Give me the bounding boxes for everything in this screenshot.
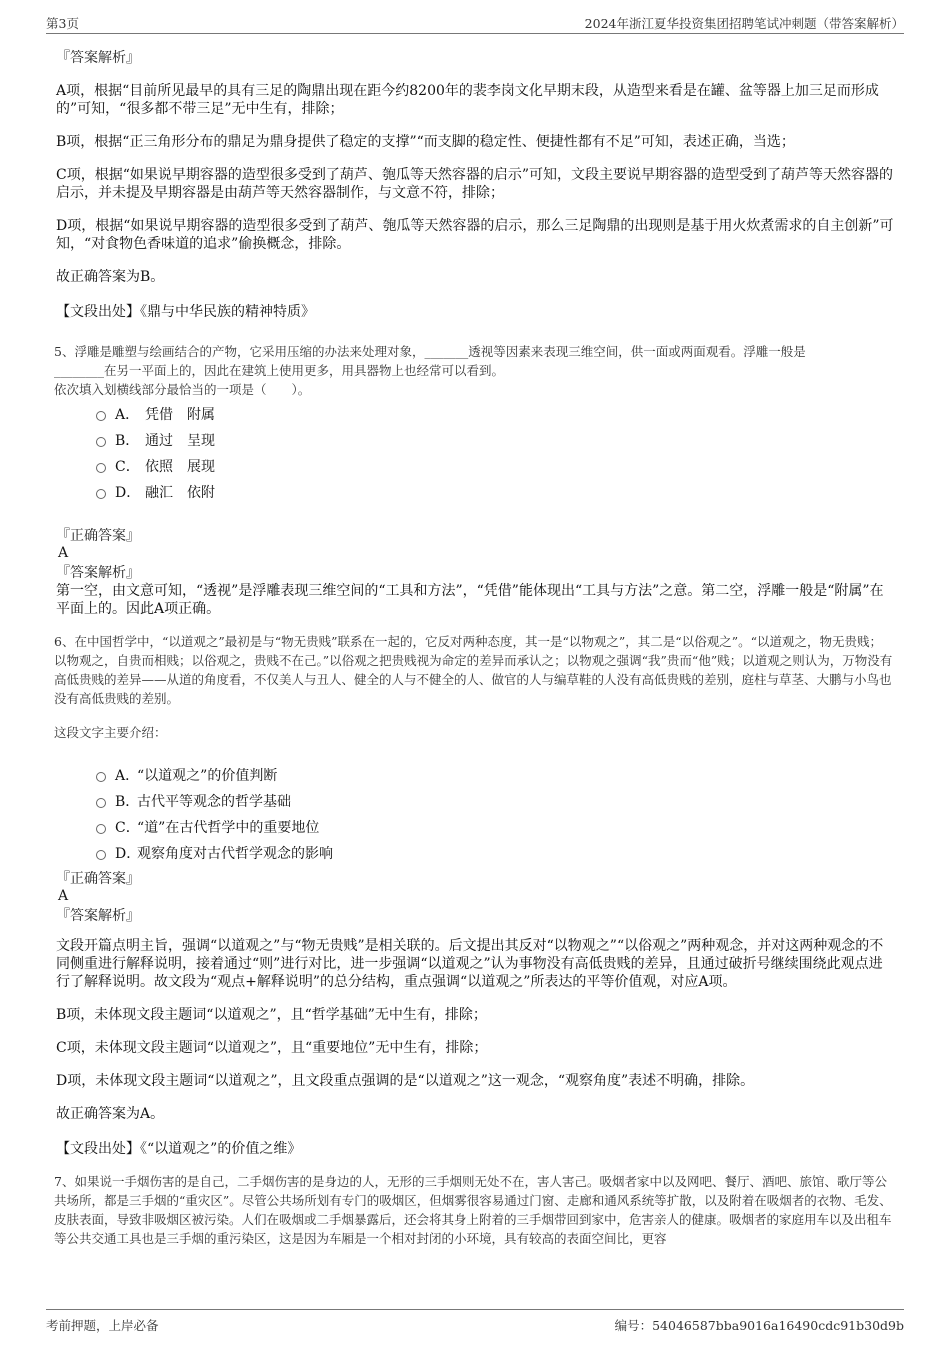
analysis-tag: 『答案解析』 xyxy=(56,565,140,581)
analysis-tag: 『答案解析』 xyxy=(56,50,140,66)
question-5-stem xyxy=(54,342,894,399)
option-text: 融汇 依附 xyxy=(145,485,215,501)
radio-icon[interactable] xyxy=(96,463,106,473)
radio-icon[interactable] xyxy=(96,437,106,447)
correct-answer-tag: 『正确答案』 xyxy=(56,528,140,544)
option-text: 凭借 附属 xyxy=(145,407,215,423)
correct-answer: A xyxy=(58,545,69,561)
option-letter: B． xyxy=(115,433,140,449)
question-6-analysis: 文段开篇点明主旨，强调“以道观之”与“物无贵贱”是相关联的。后文提出其反对“以物观之”“以俗观之”两种观念，并对这两种观念的不同侧重进行解释说明，接着通过“则”进行对比，进一步强调“以道观之”认为事物没有高低贵贱的差异，且通过破折号继续围绕此观点进行了解释说明。故文段为“观点+解释说明”的总分结构，重点强调“以道观之”所表达的平等价值观，对应A项。 xyxy=(56,938,884,990)
question-6-analysis-b: B项，未体现文段主题词“以道观之”，且“哲学基础”无中生有，排除； xyxy=(56,1007,487,1023)
question-6-options xyxy=(96,762,894,866)
correct-answer-tag: 『正确答案』 xyxy=(56,871,140,887)
footer-slogan: 考前押题，上岸必备 xyxy=(46,1318,159,1333)
question-5-prompt: 依次填入划横线部分最恰当的一项是（ ）。 xyxy=(54,382,311,397)
radio-icon[interactable] xyxy=(96,411,106,421)
page-header xyxy=(46,12,904,34)
question-6-option-d[interactable] xyxy=(96,840,894,866)
question-6-option-a[interactable] xyxy=(96,762,894,788)
question-5-analysis: 第一空，由文意可知，“透视”是浮雕表现三维空间的“工具和方法”，“凭借”能体现出“工具与方法”之意。第二空，浮雕一般是“附属”在平面上的。因此A项正确。 xyxy=(56,583,884,617)
question-5-line-2: ________在另一平面上的，因此在建筑上使用更多，用具器物上也经常可以看到。 xyxy=(54,363,505,378)
option-letter: B． xyxy=(115,794,140,810)
text-source: 【文段出处】《鼎与中华民族的精神特质》 xyxy=(56,304,315,320)
answer-conclusion: 故正确答案为B。 xyxy=(56,269,165,285)
option-text: 观察角度对古代哲学观念的影响 xyxy=(137,846,333,862)
option-text: 通过 呈现 xyxy=(145,433,215,449)
analysis-tag: 『答案解析』 xyxy=(56,908,140,924)
option-text: “道”在古代哲学中的重要地位 xyxy=(137,820,320,836)
question-6-prompt: 这段文字主要介绍： xyxy=(54,725,167,740)
answer-conclusion: 故正确答案为A。 xyxy=(56,1106,165,1122)
question-5-option-b[interactable] xyxy=(96,427,894,453)
radio-icon[interactable] xyxy=(96,850,106,860)
option-letter: A． xyxy=(115,407,140,423)
page-number: 第3页 xyxy=(46,16,79,31)
question-6-option-c[interactable] xyxy=(96,814,894,840)
radio-icon[interactable] xyxy=(96,798,106,808)
question-5-options xyxy=(96,401,894,505)
correct-answer: A xyxy=(58,888,69,904)
analysis-option-b: B项，根据“正三角形分布的鼎足为鼎身提供了稳定的支撑”“而支脚的稳定性、便捷性都有不足”可知，表述正确，当选； xyxy=(56,134,795,150)
analysis-option-d: D项，根据“如果说早期容器的造型很多受到了葫芦、匏瓜等天然容器的启示，那么三足陶鼎的出现则是基于用火炊煮需求的自主创新”可知，“对食物色香味道的追求”偷换概念，排除。 xyxy=(56,218,894,252)
option-text: “以道观之”的价值判断 xyxy=(137,768,278,784)
analysis-option-a: A项，根据“目前所见最早的具有三足的陶鼎出现在距今约8200年的裴李岗文化早期末段，从造型来看是在罐、盆等器上加三足而形成的”可知，“很多都不带三足”无中生有，排除； xyxy=(56,83,879,117)
analysis-option-c: C项，根据“如果说早期容器的造型很多受到了葫芦、匏瓜等天然容器的启示”可知，文段主要说早期容器的造型受到了葫芦等天然容器的启示，并未提及早期容器是由葫芦等天然容器制作，与文意不符，排除； xyxy=(56,167,894,201)
option-letter: C． xyxy=(115,459,140,475)
question-6-stem: 6、在中国哲学中，“以道观之”最初是与“物无贵贱”联系在一起的，它反对两种态度，其一是“以物观之”，其二是“以俗观之”。“以道观之，物无贵贱；以物观之，自贵而相贱；以俗观之，贵贱不在己。”以俗观之把贵贱视为命定的差异而承认之；以物观之强调“我”贵而“他”贱；以道观之则认为，万物没有高低贵贱的差异——从道的角度看，不仅美人与丑人、健全的人与不健全的人、做官的人与编草鞋的人没有高低贵贱的差别，庭柱与草茎、大鹏与小鸟也没有高低贵贱的差别。 xyxy=(54,634,893,706)
radio-icon[interactable] xyxy=(96,772,106,782)
question-5-line-1: 5、浮雕是雕塑与绘画结合的产物，它采用压缩的办法来处理对象，_______透视等因素来表现三维空间，供一面或两面观看。浮雕一般是 xyxy=(54,344,806,359)
page-footer xyxy=(46,1309,904,1335)
question-6-analysis-d: D项，未体现文段主题词“以道观之”，且文段重点强调的是“以道观之”这一观念，“观察角度”表述不明确，排除。 xyxy=(56,1073,755,1089)
question-6-option-b[interactable] xyxy=(96,788,894,814)
option-letter: D． xyxy=(115,846,141,862)
option-letter: D． xyxy=(115,485,141,501)
page-content xyxy=(56,44,894,1248)
document-serial: 编号：54046587bba9016a16490cdc91b30d9b xyxy=(614,1318,904,1333)
text-source: 【文段出处】《“以道观之”的价值之维》 xyxy=(56,1141,302,1157)
option-letter: C． xyxy=(115,820,140,836)
option-text: 古代平等观念的哲学基础 xyxy=(137,794,291,810)
question-6-analysis-c: C项，未体现文段主题词“以道观之”，且“重要地位”无中生有，排除； xyxy=(56,1040,488,1056)
question-5-option-d[interactable] xyxy=(96,479,894,505)
question-5-option-c[interactable] xyxy=(96,453,894,479)
document-title: 2024年浙江夏华投资集团招聘笔试冲刺题（带答案解析） xyxy=(584,16,904,31)
option-text: 依照 展现 xyxy=(145,459,215,475)
question-7-stem: 7、如果说一手烟伤害的是自己，二手烟伤害的是身边的人，无形的三手烟则无处不在，害人害己。吸烟者家中以及网吧、餐厅、酒吧、旅馆、歌厅等公共场所，都是三手烟的“重灾区”。尽管公共场所划有专门的吸烟区，但烟雾很容易通过门窗、走廊和通风系统等扩散，以及附着在吸烟者的衣物、毛发、皮肤表面，导致非吸烟区被污染。人们在吸烟或二手烟暴露后，还会将其身上附着的三手烟带回到家中，危害亲人的健康。吸烟者的家庭用车以及出租车等公共交通工具也是三手烟的重污染区，这是因为车厢是一个相对封闭的小环境，具有较高的表面空间比，更容 xyxy=(54,1174,892,1246)
question-5-option-a[interactable] xyxy=(96,401,894,427)
option-letter: A． xyxy=(115,768,140,784)
radio-icon[interactable] xyxy=(96,824,106,834)
radio-icon[interactable] xyxy=(96,489,106,499)
